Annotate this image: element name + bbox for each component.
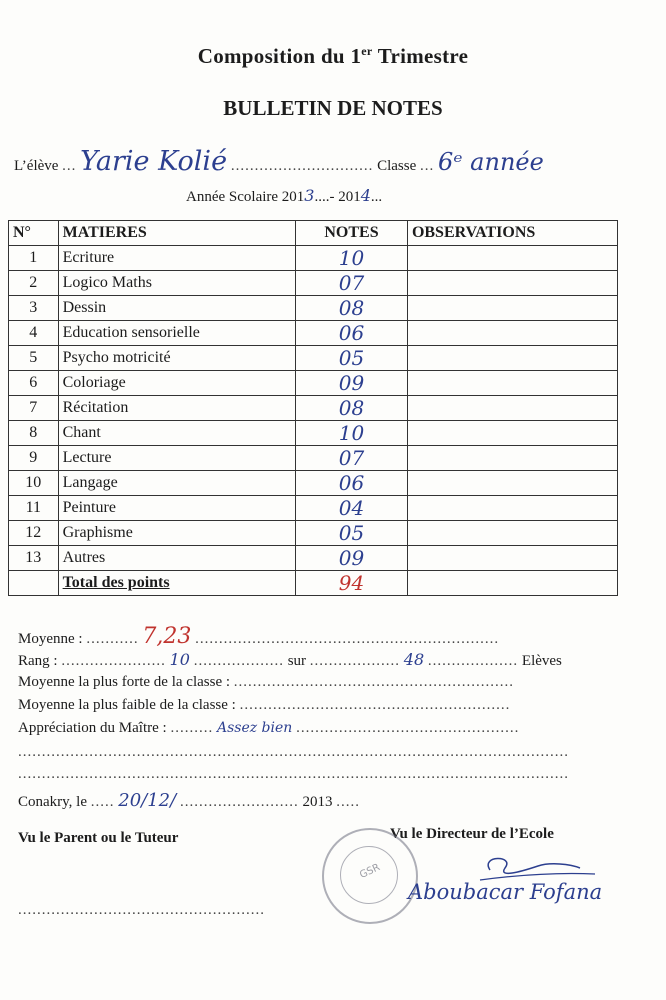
date-line: Conakry, le ..... 20/12/ ......................... 2013 ..... xyxy=(18,790,360,811)
header-observations: OBSERVATIONS xyxy=(407,221,617,246)
row-subject: Education sensorielle xyxy=(58,321,295,346)
parent-signature-line: .................................................... xyxy=(18,902,265,918)
row-number: 2 xyxy=(9,271,59,296)
parent-signature-label: Vu le Parent ou le Tuteur xyxy=(18,830,179,846)
row-note: 10 xyxy=(296,421,408,446)
row-number: 5 xyxy=(9,346,59,371)
table-row xyxy=(9,496,618,521)
blank-line-1: .................................................................................................................... xyxy=(18,744,569,760)
table-row xyxy=(9,521,618,546)
student-name: Yarie Kolié xyxy=(80,146,228,177)
appreciation-value: Assez bien xyxy=(216,720,293,736)
row-subject: Coloriage xyxy=(58,371,295,396)
row-number: 6 xyxy=(9,371,59,396)
table-row xyxy=(9,371,618,396)
row-number: 4 xyxy=(9,321,59,346)
row-number: 11 xyxy=(9,496,59,521)
row-number: 10 xyxy=(9,471,59,496)
lowest-average-line: Moyenne la plus faible de la classe : ......................................................... xyxy=(18,697,511,713)
blank-line-2: .................................................................................................................... xyxy=(18,766,569,782)
header-number: N° xyxy=(9,221,59,246)
table-row xyxy=(9,246,618,271)
table-row xyxy=(9,446,618,471)
row-subject: Psycho motricité xyxy=(58,346,295,371)
row-note: 09 xyxy=(296,546,408,571)
row-subject: Lecture xyxy=(58,446,295,471)
student-label: L’élève xyxy=(14,158,59,174)
table-header-row xyxy=(9,221,618,246)
row-subject: Récitation xyxy=(58,396,295,421)
moyenne-line: Moyenne : ........... 7,23 ................................................................ xyxy=(18,624,500,649)
row-observation xyxy=(407,546,617,571)
bulletin-title: BULLETIN DE NOTES xyxy=(223,96,443,120)
appreciation-line: Appréciation du Maître : ......... Assez bien ............................................... xyxy=(18,720,520,736)
row-number: 12 xyxy=(9,521,59,546)
row-observation xyxy=(407,346,617,371)
row-note: 06 xyxy=(296,321,408,346)
row-subject: Autres xyxy=(58,546,295,571)
class-label: Classe xyxy=(377,158,417,174)
date-value: 20/12/ xyxy=(118,790,177,811)
row-observation xyxy=(407,446,617,471)
school-stamp-icon: GSR xyxy=(322,828,418,924)
table-row xyxy=(9,296,618,321)
row-number: 8 xyxy=(9,421,59,446)
grades-table xyxy=(8,220,618,596)
row-subject: Peinture xyxy=(58,496,295,521)
row-observation xyxy=(407,296,617,321)
director-signature: Aboubacar Fofana xyxy=(408,880,603,904)
school-year: Année Scolaire 2013....- 2014... xyxy=(186,186,383,205)
director-signature-label: Vu le Directeur de l’Ecole xyxy=(390,826,554,842)
row-note: 08 xyxy=(296,396,408,421)
row-observation xyxy=(407,271,617,296)
row-observation xyxy=(407,246,617,271)
table-row xyxy=(9,396,618,421)
row-note: 07 xyxy=(296,271,408,296)
row-subject: Dessin xyxy=(58,296,295,321)
row-subject: Logico Maths xyxy=(58,271,295,296)
row-note: 10 xyxy=(296,246,408,271)
row-number: 1 xyxy=(9,246,59,271)
date-year: 2013 xyxy=(302,794,333,810)
total-value: 94 xyxy=(296,571,408,596)
row-observation xyxy=(407,396,617,421)
row-observation xyxy=(407,521,617,546)
class-value: 6ᵉ année xyxy=(437,148,544,176)
row-number: 13 xyxy=(9,546,59,571)
table-row xyxy=(9,321,618,346)
highest-average-line: Moyenne la plus forte de la classe : ........................................................... xyxy=(18,674,515,690)
row-observation xyxy=(407,371,617,396)
table-row xyxy=(9,471,618,496)
header-subjects: MATIERES xyxy=(58,221,295,246)
rang-line: Rang : ...................... 10 ................... sur ................... 48 ................... Elèves xyxy=(18,650,562,669)
row-subject: Graphisme xyxy=(58,521,295,546)
row-observation xyxy=(407,421,617,446)
total-students: 48 xyxy=(403,650,425,669)
row-note: 06 xyxy=(296,471,408,496)
row-subject: Chant xyxy=(58,421,295,446)
total-label: Total des points xyxy=(62,574,170,591)
table-row xyxy=(9,546,618,571)
moyenne-value: 7,23 xyxy=(142,624,192,649)
row-subject: Langage xyxy=(58,471,295,496)
row-note: 08 xyxy=(296,296,408,321)
row-note: 07 xyxy=(296,446,408,471)
table-row xyxy=(9,421,618,446)
row-number: 7 xyxy=(9,396,59,421)
header-notes: NOTES xyxy=(296,221,408,246)
row-observation xyxy=(407,471,617,496)
row-subject: Ecriture xyxy=(58,246,295,271)
composition-title: Composition du 1er Trimestre xyxy=(197,44,469,68)
table-row xyxy=(9,271,618,296)
row-note: 09 xyxy=(296,371,408,396)
rang-value: 10 xyxy=(169,650,190,669)
student-line: L’élève ... Yarie Kolié .............................. Classe ... 6ᵉ année xyxy=(14,146,544,177)
table-row xyxy=(9,346,618,371)
row-note: 04 xyxy=(296,496,408,521)
row-note: 05 xyxy=(296,521,408,546)
row-note: 05 xyxy=(296,346,408,371)
row-observation xyxy=(407,496,617,521)
row-number: 3 xyxy=(9,296,59,321)
row-number: 9 xyxy=(9,446,59,471)
row-observation xyxy=(407,321,617,346)
total-row xyxy=(9,571,618,596)
